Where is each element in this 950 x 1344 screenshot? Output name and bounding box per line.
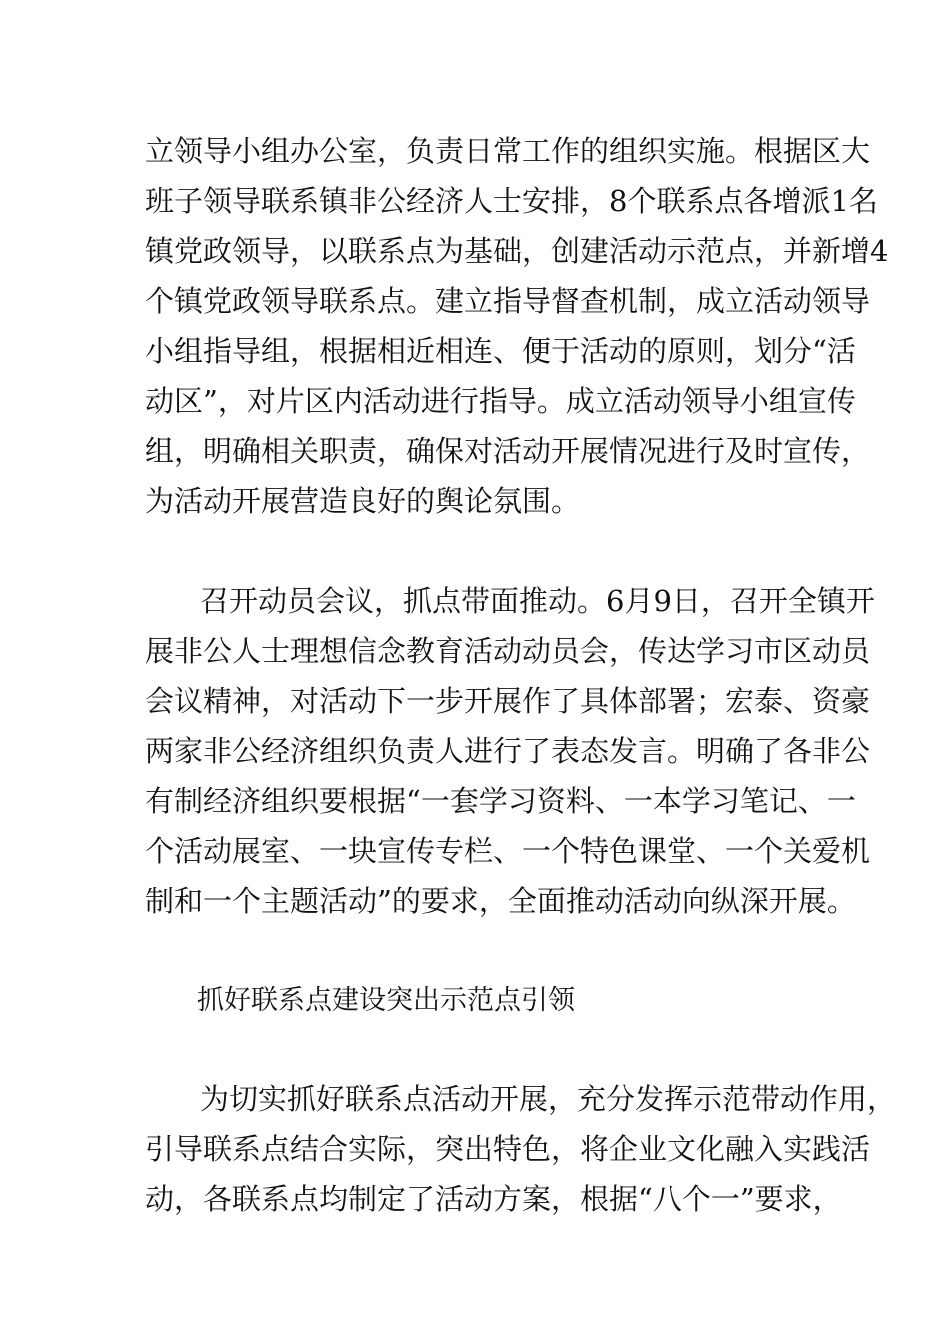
paragraph-3-line-1: 为切实抓好联系点活动开展，充分发挥示范带动作用， bbox=[200, 1082, 897, 1116]
paragraph-1-line-4: 个镇党政领导联系点。建立指导督查机制，成立活动领导 bbox=[145, 284, 871, 318]
section-heading: 抓好联系点建设突出示范点引领 bbox=[197, 985, 575, 1016]
paragraph-2-line-7: 制和一个主题活动”的要求，全面推动活动向纵深开展。 bbox=[145, 884, 856, 918]
paragraph-1-line-2: 班子领导联系镇非公经济人士安排，8个联系点各增派1名 bbox=[145, 184, 878, 218]
paragraph-2-line-6: 个活动展室、一块宣传专栏、一个特色课堂、一个关爱机 bbox=[145, 834, 871, 868]
paragraph-1-line-8: 为活动开展营造良好的舆论氛围。 bbox=[145, 484, 581, 518]
paragraph-1-line-6: 动区”，对片区内活动进行指导。成立活动领导小组宣传 bbox=[145, 384, 856, 418]
paragraph-3-line-3: 动，各联系点均制定了活动方案，根据“八个一”要求， bbox=[145, 1182, 842, 1216]
paragraph-2-line-1: 召开动员会议，抓点带面推动。6月9日，召开全镇开 bbox=[200, 584, 875, 618]
paragraph-2-line-3: 会议精神，对活动下一步开展作了具体部署；宏泰、资豪 bbox=[145, 684, 871, 718]
paragraph-2-line-5: 有制经济组织要根据“一套学习资料、一本学习笔记、一 bbox=[145, 784, 856, 818]
paragraph-1-line-1: 立领导小组办公室，负责日常工作的组织实施。根据区大 bbox=[145, 134, 871, 168]
paragraph-3-line-2: 引导联系点结合实际，突出特色，将企业文化融入实践活 bbox=[145, 1132, 871, 1166]
paragraph-1-line-7: 组，明确相关职责，确保对活动开展情况进行及时宣传， bbox=[145, 434, 871, 468]
paragraph-1-line-3: 镇党政领导，以联系点为基础，创建活动示范点，并新增4 bbox=[145, 234, 889, 268]
paragraph-2-line-4: 两家非公经济组织负责人进行了表态发言。明确了各非公 bbox=[145, 734, 871, 768]
paragraph-2-line-2: 展非公人士理想信念教育活动动员会，传达学习市区动员 bbox=[145, 634, 871, 668]
paragraph-1-line-5: 小组指导组，根据相近相连、便于活动的原则，划分“活 bbox=[145, 334, 856, 368]
